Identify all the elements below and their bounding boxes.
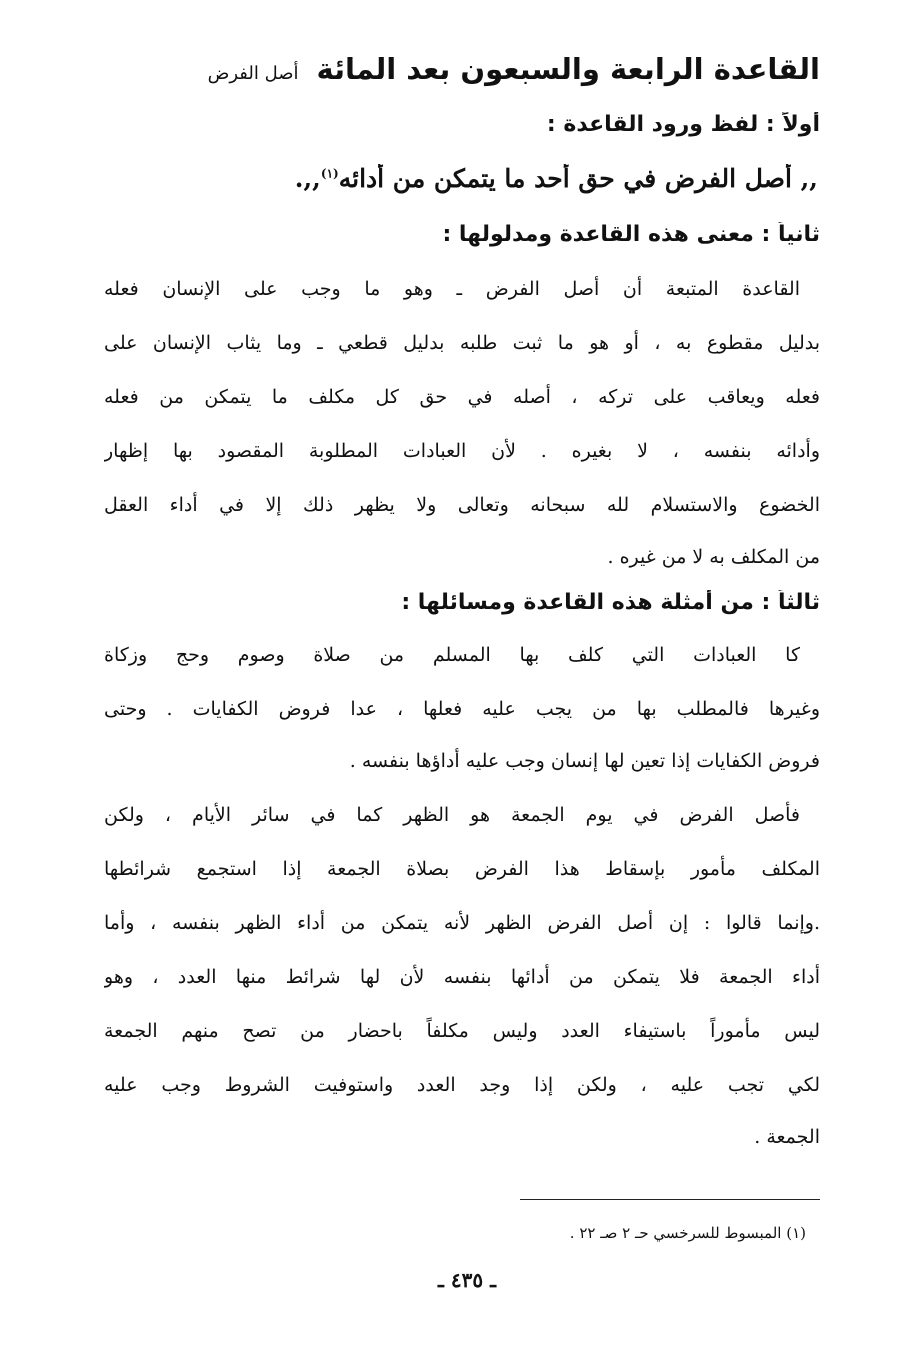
rule-text-close: ,,. bbox=[294, 164, 321, 193]
rule-text-open: ,, أصل الفرض في حق أحد ما يتمكن من أدائه bbox=[338, 164, 818, 193]
section3-paragraph2-line: لكي تجب عليه ، ولكن إذا وجد العدد واستوفيت الشروط وجب عليه bbox=[104, 1074, 820, 1096]
section2-line: فعله ويعاقب على تركه ، أصله في حق كل مكلف ما يتمكن من فعله bbox=[104, 386, 820, 408]
section2-line: الخضوع والاستسلام لله سبحانه وتعالى ولا يظهر ذلك إلا في أداء العقل bbox=[104, 494, 820, 516]
section3-paragraph2-line: .وإنما قالوا : إن أصل الفرض الظهر لأنه يتمكن من أداء الظهر بنفسه ، وأما bbox=[104, 912, 820, 934]
section3-paragraph2-line: أداء الجمعة فلا يتمكن من أدائها بنفسه لأن لها شرائط منها العدد ، وهو bbox=[104, 966, 820, 988]
section3-paragraph1-line: فروض الكفايات إذا تعين لها إنسان وجب عليه أداؤها بنفسه . bbox=[349, 750, 820, 772]
rule-footnote-ref: (١) bbox=[320, 166, 339, 181]
section3-paragraph1-line: كا العبادات التي كلف بها المسلم من صلاة وصوم وحج وزكاة bbox=[104, 644, 800, 666]
footnote bbox=[90, 1224, 806, 1250]
footnote-text: المبسوط للسرخسي حـ ٢ صـ ٢٢ . bbox=[569, 1224, 782, 1242]
section3-paragraph2-line: فأصل الفرض في يوم الجمعة هو الظهر كما في سائر الأيام ، ولكن bbox=[104, 804, 800, 826]
section2-line: وأدائه بنفسه ، لا بغيره . لأن العبادات المطلوبة المقصود بها إظهار bbox=[104, 440, 820, 462]
section2-line: القاعدة المتبعة أن أصل الفرض ـ وهو ما وجب على الإنسان فعله bbox=[104, 278, 800, 300]
section3-paragraph2-line: الجمعة . bbox=[754, 1126, 820, 1148]
section2-line: بدليل مقطوع به ، أو هو ما ثبت طلبه بدليل قطعي ـ وما يثاب الإنسان على bbox=[104, 332, 820, 354]
section2-line: من المكلف به لا من غيره . bbox=[607, 546, 820, 568]
section3-paragraph2-line: المكلف مأمور بإسقاط هذا الفرض بصلاة الجمعة إذا استجمع شرائطها bbox=[104, 858, 820, 880]
section3-paragraph2-line: ليس مأموراً باستيفاء العدد وليس مكلفاً باحضار من تصح منهم الجمعة bbox=[104, 1020, 820, 1042]
rule-title: القاعدة الرابعة والسبعون بعد المائة bbox=[316, 52, 820, 86]
footnote-divider bbox=[520, 1199, 820, 1200]
section2-heading: ثانياً : معنى هذه القاعدة ومدلولها : bbox=[442, 222, 820, 247]
section3-heading: ثالثاً : من أمثلة هذه القاعدة ومسائلها : bbox=[401, 590, 820, 615]
page-number: ـ ٤٣٥ ـ bbox=[438, 1268, 496, 1292]
section3-paragraph1-line: وغيرها فالمطلب بها من يجب عليه فعلها ، عدا فروض الكفايات . وحتى bbox=[104, 698, 820, 720]
footnote-marker: (١) bbox=[786, 1224, 806, 1242]
title-row bbox=[104, 52, 820, 96]
rule-statement bbox=[102, 164, 818, 206]
section1-heading: أولاً : لفظ ورود القاعدة : bbox=[546, 112, 820, 137]
rule-subtitle: أصل الفرض bbox=[207, 63, 299, 84]
